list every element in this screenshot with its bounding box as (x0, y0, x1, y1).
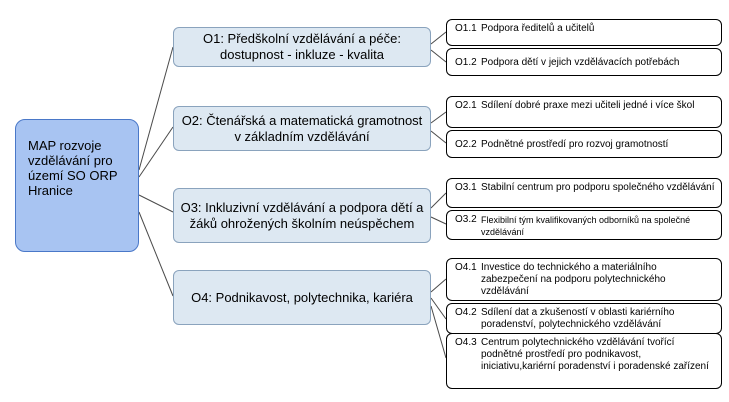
sub-text: Podpora ředitelů a učitelů (481, 23, 595, 34)
sub-o3-1 (446, 178, 722, 208)
sub-code: O2.2 (455, 139, 477, 150)
sub-text: Investice do technického a materiálního zabezpečení na podporu polytechnického vzdělávání (481, 262, 666, 297)
objective-label: O3: Inkluzivní vzdělávání a podpora dětí a žáků ohrožených školním neúspěchem (180, 199, 424, 231)
sub-text: Centrum polytechnického vzdělávání tvořící podnětné prostředí pro podnikavost, iniciativu,kariérní poradenství i poradenské zařízení (481, 337, 709, 372)
objective-label: O1: Předškolní vzdělávání a péče: dostupnost - inkluze - kvalita (202, 31, 401, 62)
root-node (15, 119, 139, 252)
root-label: MAP rozvoje vzdělávání pro území SO ORP Hranice (28, 138, 118, 198)
sub-code: O1.1 (455, 23, 477, 34)
sub-o4-1 (446, 258, 722, 301)
sub-text: Flexibilní tým kvalifikovaných odborníků na společné vzdělávání (481, 215, 691, 237)
sub-text: Podpora dětí v jejich vzdělávacích potřebách (481, 57, 680, 68)
sub-o1-2 (446, 48, 722, 76)
objective-label: O4: Podnikavost, polytechnika, kariéra (191, 289, 413, 305)
sub-code: O3.2 (455, 214, 477, 225)
objective-o1 (173, 27, 431, 67)
sub-o2-1 (446, 96, 722, 128)
sub-o1-1 (446, 19, 722, 46)
sub-code: O4.2 (455, 307, 477, 318)
sub-o3-2 (446, 210, 722, 240)
sub-o4-2 (446, 303, 722, 334)
sub-text: Stabilní centrum pro podporu společného vzdělávání (481, 182, 715, 193)
objective-o2 (173, 106, 431, 151)
sub-code: O3.1 (455, 182, 477, 193)
sub-text: Podnětné prostředí pro rozvoj gramotností (481, 139, 669, 150)
objective-o3 (173, 188, 431, 243)
sub-o2-2 (446, 130, 722, 158)
sub-text: Sdílení dobré praxe mezi učiteli jedné i více škol (481, 100, 695, 111)
sub-code: O4.3 (455, 337, 477, 348)
sub-o4-3 (446, 333, 722, 389)
sub-code: O2.1 (455, 100, 477, 111)
objective-o4 (173, 270, 431, 325)
sub-text: Sdílení dat a zkušeností v oblasti kariérního poradenství, polytechnického vzdělávání (481, 307, 675, 330)
objective-label: O2: Čtenářská a matematická gramotnost v základním vzdělávání (181, 112, 423, 144)
sub-code: O4.1 (455, 262, 477, 273)
sub-code: O1.2 (455, 57, 477, 68)
